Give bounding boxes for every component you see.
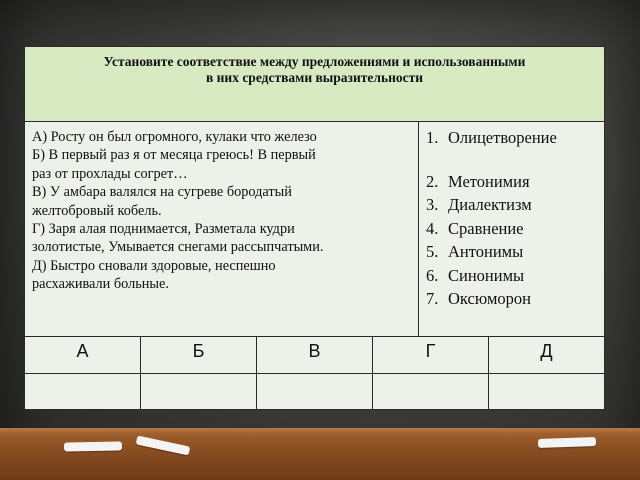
sentence-line: золотистые, Умывается снегами рассыпчатыми. [32,239,324,256]
sentences-cell [25,122,419,336]
sentence-line: Б) В первый раз я от месяца греюсь! В первый [32,147,316,164]
option-item [426,266,524,286]
task-table [24,46,605,410]
task-title-line-1: Установите соответствие между предложениями и использованными [103,54,526,69]
option-label: Антонимы [448,242,524,261]
option-label: Сравнение [448,219,524,238]
answer-letters-row [25,336,604,373]
options-cell [419,122,604,336]
option-item [426,289,531,309]
answer-cell-b[interactable] [141,374,257,409]
letter-cell-g [373,337,489,373]
answer-cell-g[interactable] [373,374,489,409]
option-number: 4. [426,219,439,238]
option-number: 2. [426,172,439,191]
option-number: 1. [426,128,439,147]
answer-cell-a[interactable] [25,374,141,409]
letter-cell-a [25,337,141,373]
sentence-line: Г) Заря алая поднимается, Разметала кудри [32,221,295,238]
answer-cell-v[interactable] [257,374,373,409]
sentence-line: В) У амбара валялся на сугреве бородатый [32,184,292,201]
sentence-line: расхаживали больные. [32,276,169,293]
letter-label: Б [192,341,205,361]
letter-label: Д [540,341,553,361]
letter-cell-d [489,337,604,373]
answers-row [25,373,604,409]
letter-label: А [76,341,89,361]
option-item [426,219,524,239]
option-label: Синонимы [448,266,525,285]
letter-cell-v [257,337,373,373]
option-item [426,242,523,262]
task-header [25,47,604,122]
option-label: Олицетворение [448,128,557,147]
answer-cell-d[interactable] [489,374,604,409]
sentence-line: А) Росту он был огромного, кулаки что железо [32,129,317,145]
chalk-piece-icon [64,441,122,451]
option-number: 5. [426,242,439,261]
option-number: 3. [426,195,439,214]
option-label: Диалектизм [448,195,532,214]
option-number: 6. [426,266,439,285]
option-item [426,195,532,215]
option-label: Метонимия [448,172,530,191]
option-label: Оксюморон [448,289,531,308]
task-title-line-2: в них средствами выразительности [205,70,424,85]
sentence-line: Д) Быстро сновали здоровые, неспешно [32,257,276,274]
option-item [426,172,530,192]
letter-cell-b [141,337,257,373]
sentence-line: желтобровый кобель. [32,202,162,219]
sentence-line: раз от прохлады согрет… [32,165,188,182]
option-number: 7. [426,289,439,308]
letter-label: Г [425,341,436,361]
letter-label: В [308,341,321,361]
option-item [426,128,557,148]
